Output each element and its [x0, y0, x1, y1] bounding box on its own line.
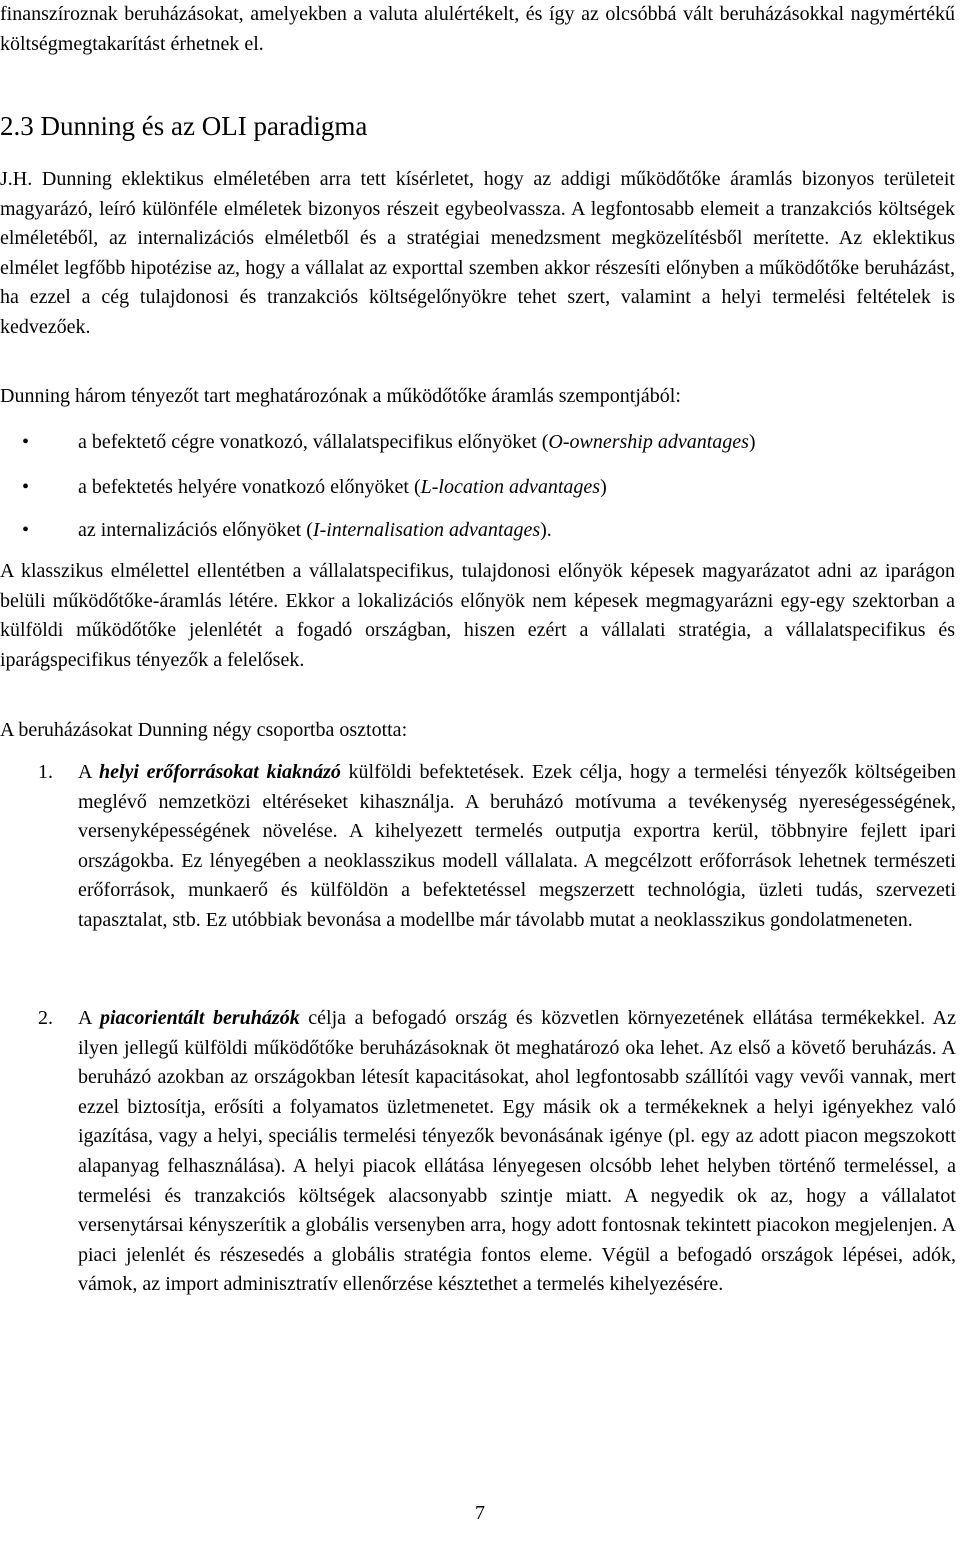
- bullet-item-close: ): [748, 431, 756, 453]
- bullet-item-term: I-internalisation advantages: [312, 519, 541, 541]
- list-item-emphasis: helyi erőforrásokat kiaknázó: [98, 761, 341, 783]
- bullet-item-term: O-ownership advantages: [548, 431, 749, 453]
- dunning-theory-paragraph: J.H. Dunning eklektikus elméletében arra tett kísérletet, hogy az addigi működőtőke áramlás bizonyos területeit magyarázó, leíró különféle elméletek bizonyos részeit egybeolvassza. A legfontosabb elemeit a tranzakciós költségek elméletéből, az internalizációs elméletből és a stratégiai menedzsment megközelítésből merítette. Az eklektikus elmélet legfőbb hipotézise az, hogy a vállalat az exporttal szemben akkor részesíti előnyben a működőtőke beruházást, ha ezzel a cég tulajdonosi és tranzakciós költségelőnyökre tehet szert, valamint a helyi termelési feltételek is kedvezőek.: [0, 168, 955, 338]
- bullet-item: [78, 427, 958, 457]
- list-number: 2.: [38, 1007, 53, 1029]
- intro-continuation-paragraph: finanszíroznak beruházásokat, amelyekben a valuta alulértékelt, és így az olcsóbbá vált beruházásokkal nagymértékű költségmegtakarítást érhetnek el.: [0, 3, 955, 55]
- bullet-marker: •: [22, 431, 30, 453]
- page-number: 7: [475, 1502, 485, 1524]
- bullet-item: [78, 472, 958, 502]
- bullet-marker: •: [22, 476, 30, 498]
- three-factors-intro: Dunning három tényezőt tart meghatározónak a működőtőke áramlás szempontjából:: [0, 385, 681, 407]
- list-number: 1.: [38, 761, 53, 783]
- bullet-item-close: ): [600, 476, 607, 498]
- bullet-item-text: a befektető cégre vonatkozó, vállalatspecifikus előnyöket (: [78, 431, 549, 453]
- classical-theory-paragraph: A klasszikus elmélettel ellentétben a vállalatspecifikus, tulajdonosi előnyök képesek magyarázatot adni az iparágon belüli működőtőke-áramlás létére. Ekkor a lokalizációs előnyök nem képesek megmagyarázni egy-egy szektorban a külföldi működőtőke jelenlétét a fogadó országban, hiszen ezért a vállalati stratégia, a vállalatspecifikus és iparágspecifikus tényezők a felelősek.: [0, 560, 955, 671]
- bullet-marker: •: [22, 519, 30, 541]
- list-item-prefix: A: [78, 1007, 100, 1029]
- bullet-item-text: a befektetés helyére vonatkozó előnyöket (: [78, 476, 421, 498]
- list-item-prefix: A: [78, 761, 99, 783]
- list-item-body: külföldi befektetések. Ezek célja, hogy a termelési tényezők költségeiben meglévő nemzetközi eltéréseket kihasználja. A beruházó motívuma a tevékenység nyereségességének, versenyképességének növelése. A kihelyezett termelés outputja exportra kerül, többnyire fejlett ipari országokba. Ez lényegében a neoklasszikus modell vállalata. A megcélzott erőforrások lehetnek természeti erőforrások, munkaerő és külföldön a befektetéssel megszerzett technológia, üzleti tudás, szervezeti tapasztalat, stb. Ez utóbbiak bevonása a modellbe már távolabb mutat a neoklasszikus gondolatmeneten.: [78, 761, 956, 931]
- list-item-body: célja a befogadó ország és közvetlen környezetének ellátása termékekkel. Az ilyen jellegű külföldi működőtőke beruházásoknak öt meghatározó oka lehet. Az első a követő beruházás. A beruházó azokban az országokban létesít kapacitásokat, ahol legfontosabb szállítói vagy vevői vannak, mert ezzel biztosítja, erősíti a folyamatos üzletmenetet. Egy másik ok a termékeknek a helyi igényekhez való igazítása, vagy a helyi, speciális termelési tényezők bevonásának igénye (pl. egy az adott piacon megszokott alapanyag felhasználása). A helyi piacok ellátása lényegesen olcsóbb lehet helyben történő termeléssel, a termelési és tranzakciós költségek alacsonyabb szintje miatt. A negyedik ok az, hogy a vállalatot versenytársai kényszerítik a globális versenyben arra, hogy adott fontosnak tekintett piacokon megjelenjen. A piaci jelenlét és részesedés a globális stratégia fontos eleme. Végül a befogadó országok lépései, adók, vámok, az import adminisztratív ellenőrzése késztethet a termelés kihelyezésére.: [78, 1007, 956, 1296]
- section-heading: 2.3 Dunning és az OLI paradigma: [0, 111, 368, 141]
- bullet-item-close: ).: [540, 519, 552, 541]
- groups-intro: A beruházásokat Dunning négy csoportba osztotta:: [0, 719, 408, 741]
- bullet-item-term: L-location advantages: [420, 476, 601, 498]
- list-item: [78, 758, 956, 936]
- bullet-item: [78, 515, 958, 545]
- list-item-emphasis: piacorientált beruházók: [99, 1007, 300, 1029]
- list-item: [78, 1004, 956, 1300]
- bullet-item-text: az internalizációs előnyöket (: [78, 519, 313, 541]
